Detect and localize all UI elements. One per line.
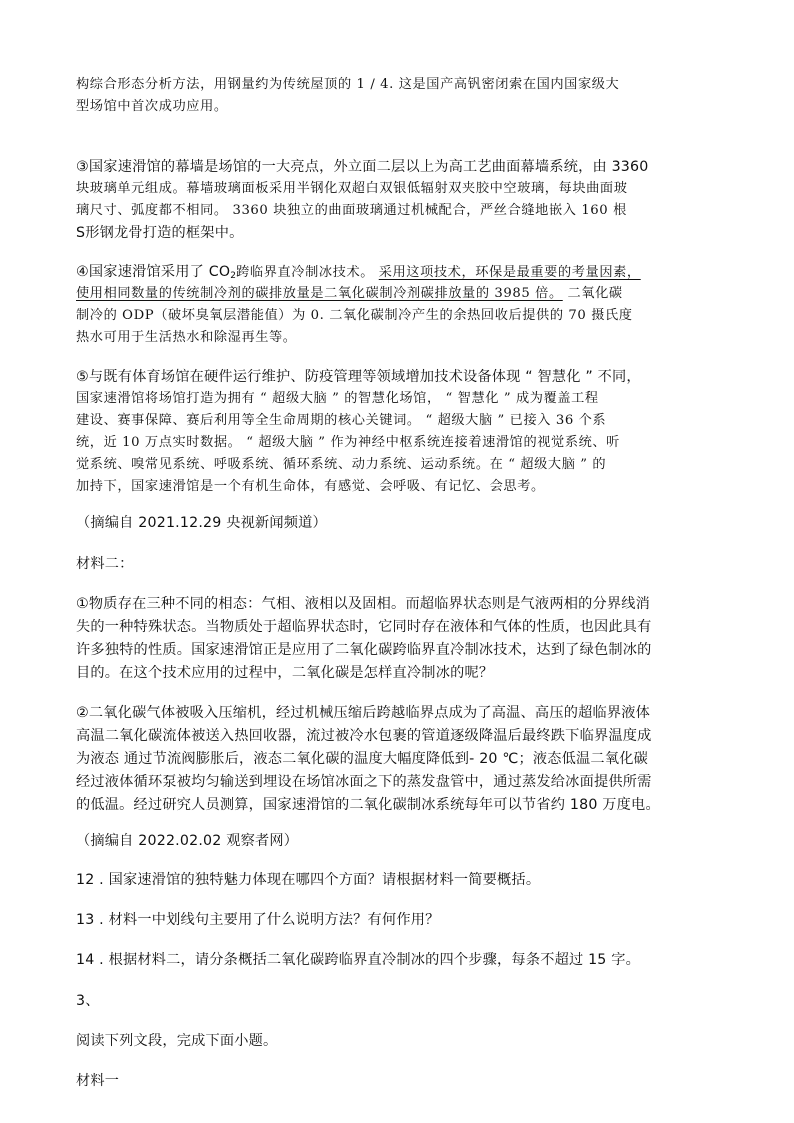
text-line: ①物质存在三种不同的相态：气相、液相以及固相。而超临界状态则是气液两相的分界线消 — [76, 596, 651, 612]
section-heading: 材料二： — [76, 556, 134, 572]
text-line: 构综合形态分析方法，用钢量约为传统屋顶的 1 / 4. 这是国产高钒密闭索在国内国家级大 — [76, 77, 620, 92]
text-line: 觉系统、嗅常见系统、呼吸系统、循环系统、动力系统、运动系统。在 “ 超级大脑 ” 的 — [76, 457, 607, 472]
text-line: 经过液体循环泵被均匀输送到埋设在场馆冰面之下的蒸发盘管中，通过蒸发给冰面提供所需 — [76, 774, 652, 790]
text-line: 制冷的 ODP（破坏臭氧层潜能值）为 0. 二氧化碳制冷产生的余热回收后提供的 70 摄氏度 — [76, 308, 633, 323]
text-line: ⑤与既有体育场馆在硬件运行维护、防疫管理等领域增加技术设备体现 “ 智慧化 ” 不同， — [76, 369, 641, 385]
text-line: 的低温。经过研究人员测算，国家速滑馆的二氧化碳制冰系统每年可以节省约 180 万度电。 — [76, 797, 660, 813]
section-number: 3、 — [76, 993, 100, 1009]
text-line: 块玻璃单元组成。幕墙玻璃面板采用半钢化双超白双银低辐射双夹胶中空玻璃，每块曲面玻 — [76, 181, 628, 196]
text-line: 高温二氧化碳流体被送入热回收器，流过被冷水包裹的管道逐级降温后最终跌下临界温度成 — [76, 728, 652, 744]
text-line: 热水可用于生活热水和除湿再生等。 — [76, 330, 297, 345]
question-12: 12 . 国家速滑馆的独特魅力体现在哪四个方面？请根据材料一简要概括。 — [76, 872, 541, 888]
text-line: 为液态 通过节流阀膨胀后，液态二氧化碳的温度大幅度降低到- 20 ℃；液态低温二氧化碳 — [76, 751, 648, 767]
text-line: 国家速滑馆将场馆打造为拥有 “ 超级大脑 ” 的智慧化场馆， “ 智慧化 ” 成为覆盖工程 — [76, 391, 599, 406]
text-line: 失的一种特殊状态。当物质处于超临界状态时，它同时存在液体和气体的性质，也因此具有 — [76, 619, 652, 635]
text-line: 建设、赛事保障、赛后利用等全生命周期的核心关键词。 “ 超级大脑 ” 已接入 36 个系 — [76, 413, 607, 428]
source-note: （摘编自 2022.02.02 观察者网） — [76, 833, 299, 849]
text-span: 跨临界直冷制冰技术。 — [236, 265, 375, 280]
text-line: 型场馆中首次成功应用。 — [76, 99, 228, 114]
text-line: 璃尺寸、弧度都不相同。 3360 块独立的曲面玻璃通过机械配合，严丝合缝地嵌入 160 根 — [76, 203, 627, 218]
text-line: 目的。在这个技术应用的过程中，二氧化碳是怎样直冷制冰的呢？ — [76, 665, 494, 681]
text-line: ②二氧化碳气体被吸入压缩机，经过机械压缩后跨越临界点成为了高温、高压的超临界液体 — [76, 705, 651, 721]
section-heading: 材料一 — [76, 1073, 120, 1089]
text-line: 加持下，国家速滑馆是一个有机生命体，有感觉、会呼吸、有记忆、会思考。 — [76, 479, 545, 494]
text-line: S形钢龙骨打造的框架中。 — [76, 225, 244, 241]
text-line: 许多独特的性质。国家速滑馆正是应用了二氧化碳跨临界直冷制冰技术，达到了绿色制冰的 — [76, 642, 652, 658]
underlined-sentence: 使用相同数量的传统制冷剂的碳排放量是二氧化碳制冷剂碳排放量的 3985 倍。 — [76, 286, 563, 301]
text-line: ③国家速滑馆的幕墙是场馆的一大亮点，外立面二层以上为高工艺曲面幕墙系统，由 3360 — [76, 159, 649, 175]
text-line: 统，近 10 万点实时数据。 “ 超级大脑 ” 作为神经中枢系统连接着速滑馆的视觉系统、听 — [76, 435, 620, 450]
instruction: 阅读下列文段，完成下面小题。 — [76, 1033, 278, 1049]
underlined-sentence: 采用这项技术，环保是最重要的考量因素， — [378, 265, 641, 280]
question-13: 13 . 材料一中划线句主要用了什么说明方法？有何作用？ — [76, 912, 440, 928]
source-note: （摘编自 2021.12.29 央视新闻频道） — [76, 515, 327, 531]
question-14: 14 . 根据材料二，请分条概括二氧化碳跨临界直冷制冰的四个步骤，每条不超过 15 字。 — [76, 952, 641, 968]
text-span: ④国家速滑馆采用了 CO — [76, 264, 231, 280]
text-span: 二氧化碳 — [567, 286, 623, 301]
subscript: 2 — [230, 271, 237, 281]
text-line — [76, 283, 718, 305]
